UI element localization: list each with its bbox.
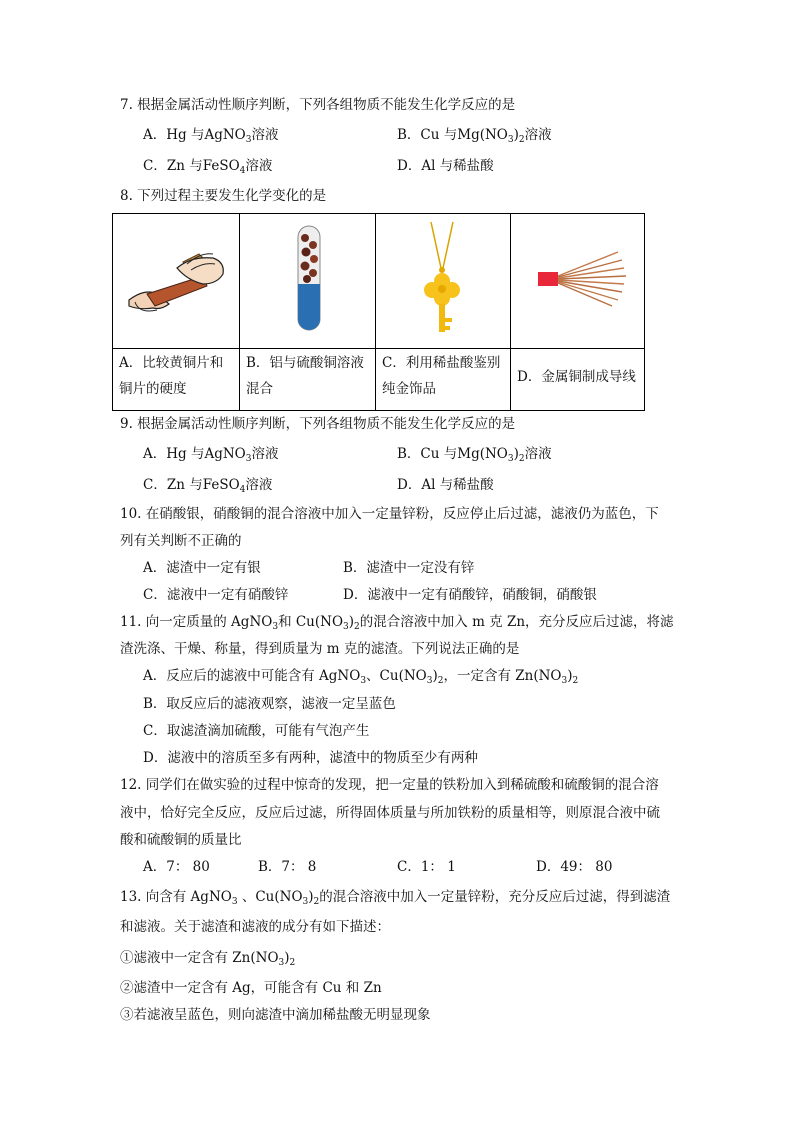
q13-stem-line1: 13. 向含有 AgNO$_3$ 、$Cu(NO_3)_2$的混合溶液中加入一定量锌粉，充分反应后过滤，得到滤渣: [120, 889, 671, 907]
q10-option-b: B．滤渣中一定没有锌: [343, 560, 475, 576]
q10-option-a: A．滤渣中一定有银: [143, 560, 261, 576]
q8-option-c: C．利用稀盐酸鉴别 纯金饰品: [382, 355, 501, 397]
q10-stem-line1: 10. 在硝酸银，硝酸铜的混合溶液中加入一定量锌粉，反应停止后过滤，滤液仍为蓝色，下: [120, 506, 659, 522]
q12-option-c: C．1： 1: [397, 859, 456, 875]
q11-option-c: C．取滤渣滴加硫酸，可能有气泡产生: [143, 723, 370, 739]
q11-option-b: B．取反应后的滤液观察，滤液一定呈蓝色: [143, 696, 396, 712]
gold-pendant-image: [379, 218, 506, 344]
q11-stem-line2: 渣洗涤、干燥、称量，得到质量为 m 克的滤渣。下列说法正确的是: [120, 641, 520, 657]
q7-option-d: D．Al 与稀盐酸: [397, 158, 494, 174]
q10-option-d: D．滤液中一定有硝酸锌，硝酸铜，硝酸银: [343, 587, 597, 603]
q12-option-a: A．7： 80: [143, 859, 210, 875]
q8-option-d: D．金属铜制成导线: [517, 369, 636, 385]
q9-option-d: D．Al 与稀盐酸: [397, 477, 494, 493]
q12-stem-line1: 12. 同学们在做实验的过程中惊奇的发现，把一定量的铁粉加入到稀硫酸和硫酸铜的混合溶: [120, 777, 659, 793]
q13-item-1: ①滤液中一定含有 $Zn(NO_3)_2$: [120, 950, 296, 968]
q8-option-a: A．比较黄铜片和 铜片的硬度: [119, 355, 224, 397]
q9-stem: 9. 根据金属活动性顺序判断，下列各组物质不能发生化学反应的是: [120, 416, 516, 432]
q12-stem-line2: 液中，恰好完全反应，反应后过滤，所得固体质量与所加铁粉的质量相等，则原混合液中硫: [120, 805, 660, 821]
q7-stem: 7. 根据金属活动性顺序判断，下列各组物质不能发生化学反应的是: [120, 97, 516, 113]
q12-option-b: B．7： 8: [258, 859, 317, 875]
q7-option-a: A．Hg 与AgNO$_3$溶液: [143, 127, 279, 145]
q13-item-3: ③若滤液呈蓝色，则向滤渣中滴加稀盐酸无明显现象: [120, 1007, 431, 1023]
q7-option-c: C．Zn 与FeSO$_4$溶液: [143, 158, 273, 176]
q12-option-d: D．49： 80: [536, 859, 613, 875]
q8-stem: 8. 下列过程主要发生化学变化的是: [120, 188, 327, 204]
q8-option-b: B．铝与硫酸铜溶液 混合: [246, 355, 364, 397]
q10-option-c: C．滤液中一定有硝酸锌: [143, 587, 289, 603]
q12-stem-line3: 酸和硫酸铜的质量比: [120, 832, 242, 848]
q9-option-c: C．Zn 与FeSO$_4$溶液: [143, 477, 273, 495]
q11-option-d: D．滤液中的溶质至多有两种，滤渣中的物质至少有两种: [143, 750, 478, 766]
q13-item-2: ②滤渣中一定含有 Ag，可能含有 Cu 和 Zn: [120, 980, 382, 996]
brass-hardness-image: [117, 218, 235, 344]
q10-stem-line2: 列有关判断不正确的: [120, 533, 242, 549]
q11-stem-line1: 11. 向一定质量的 AgNO$_3$和 $Cu(NO_3)_2$的混合溶液中加入 m 克 Zn，充分反应后过滤，将滤: [120, 614, 674, 632]
q11-option-a: A．反应后的滤液中可能含有 AgNO$_3$、$Cu(NO_3)_2$，一定含有 $Zn(NO_3)_2$: [143, 668, 579, 686]
q8-table: [112, 213, 645, 411]
q9-option-b: B．Cu 与$Mg(NO_3)_2$溶液: [397, 446, 552, 464]
q7-option-b: B．Cu 与$Mg(NO_3)_2$溶液: [397, 127, 552, 145]
q13-stem-line2: 和滤液。关于滤渣和滤液的成分有如下描述：: [120, 919, 390, 935]
q9-option-a: A．Hg 与AgNO$_3$溶液: [143, 446, 279, 464]
copper-wire-image: [514, 218, 642, 344]
test-tube-image: [243, 218, 371, 344]
